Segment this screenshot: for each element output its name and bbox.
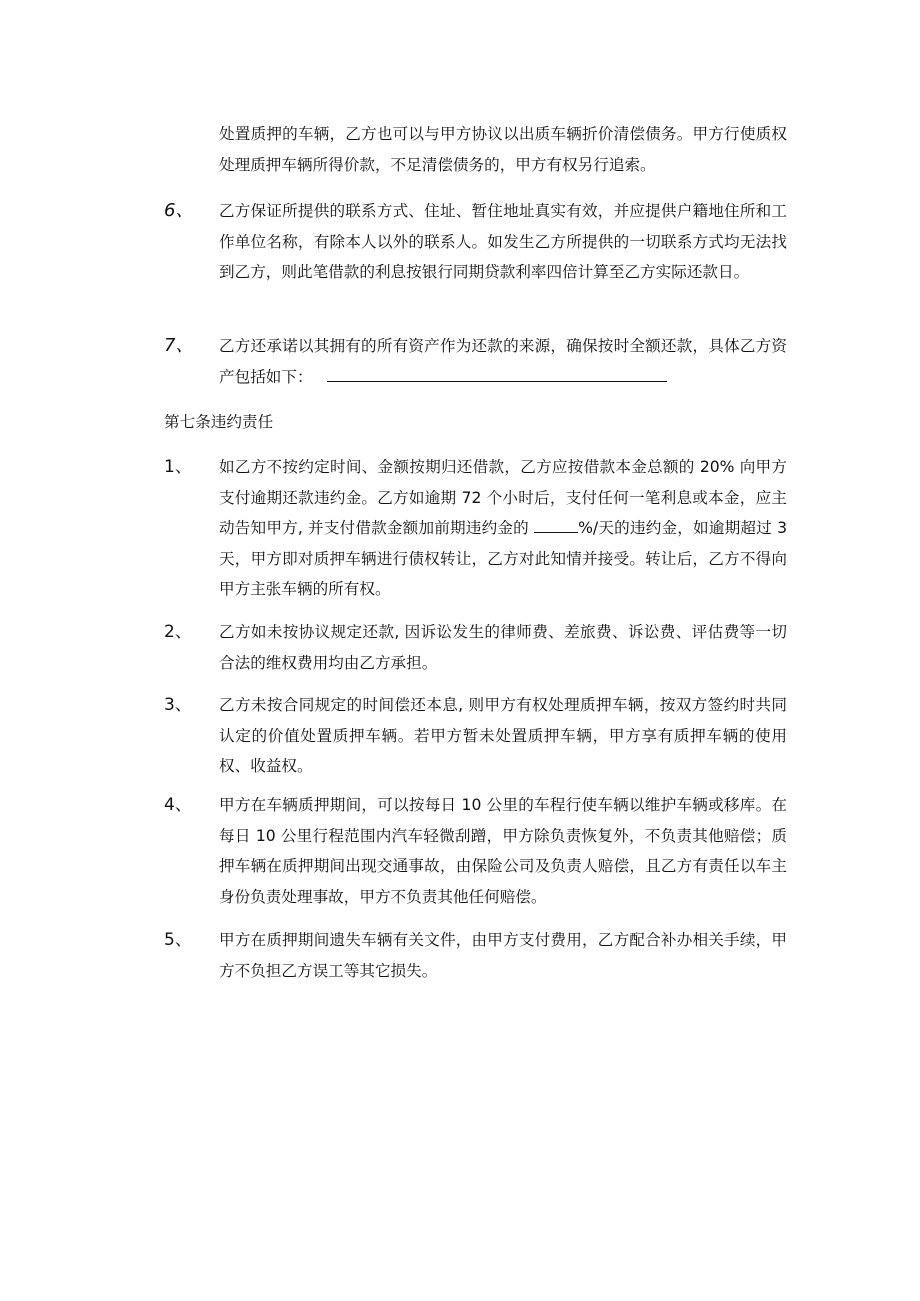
penalty-rate-fill-blank[interactable]: [534, 516, 578, 533]
clause-number: 4、: [164, 795, 192, 815]
clause-text-part-a: 如乙方不按约定时间、金额按期归还借款，乙方应按借款本金总额的 20% 向甲方支付逾期还款违约金。乙方如逾期 72 个小时后，支付任何一笔利息或本金，应主动告知甲方, 并支付借款金额加前期违约金的: [219, 458, 787, 537]
clause-text: 乙方保证所提供的联系方式、住址、暂住地址真实有效，并应提供户籍地住所和工作单位名称，有除本人以外的联系人。如发生乙方所提供的一切联系方式均无法找到乙方，则此笔借款的利息按银行同期贷款利率四倍计算至乙方实际还款日。: [219, 202, 787, 281]
clause-text: 甲方在车辆质押期间，可以按每日 10 公里的车程行使车辆以维护车辆或移库。在每日 10 公里行程范围内汽车轻微刮蹭，甲方除负责恢复外，不负责其他赔偿；质押车辆在质押期间出现交通事故，由保险公司及负责人赔偿，且乙方有责任以车主身份负责处理事故，甲方不负责其他任何赔偿。: [219, 796, 787, 906]
clause-text: 甲方在质押期间遗失车辆有关文件，由甲方支付费用，乙方配合补办相关手续，甲方不负担乙方误工等其它损失。: [219, 931, 787, 980]
clause-number: 5、: [164, 930, 192, 950]
clause-number: 3、: [164, 695, 192, 715]
continuation-text: 处置质押的车辆，乙方也可以与甲方协议以出质车辆折价清偿债务。甲方行使质权处理质押车辆所得价款，不足清偿债务的，甲方有权另行追索。: [219, 125, 787, 174]
clause-number: 1、: [164, 457, 192, 477]
clause-text-content: 乙方还承诺以其拥有的所有资产作为还款的来源，确保按时全额还款，具体乙方资产包括如下：: [219, 337, 787, 386]
clause-number: 2、: [164, 622, 192, 642]
clause-text: 乙方如未按协议规定还款, 因诉讼发生的律师费、差旅费、诉讼费、评估费等一切合法的维权费用均由乙方承担。: [219, 623, 787, 672]
section-heading: 第七条违约责任: [164, 413, 274, 431]
clause-text: 乙方未按合同规定的时间偿还本息, 则甲方有权处理质押车辆，按双方签约时共同认定的价值处置质押车辆。若甲方暂未处置质押车辆，甲方享有质押车辆的使用权、收益权。: [219, 696, 787, 775]
clause-number: 6、: [164, 200, 194, 221]
clause-text: [219, 452, 787, 605]
assets-fill-blank[interactable]: [327, 365, 667, 382]
clause-text: [219, 331, 787, 392]
clause-text-part-b: %/天的违约金，如逾期超过 3 天，甲方即对质押车辆进行债权转让，乙方对此知情并接受。转让后，乙方不得向甲方主张车辆的所有权。: [219, 519, 787, 598]
clause-number: 7、: [164, 335, 194, 356]
